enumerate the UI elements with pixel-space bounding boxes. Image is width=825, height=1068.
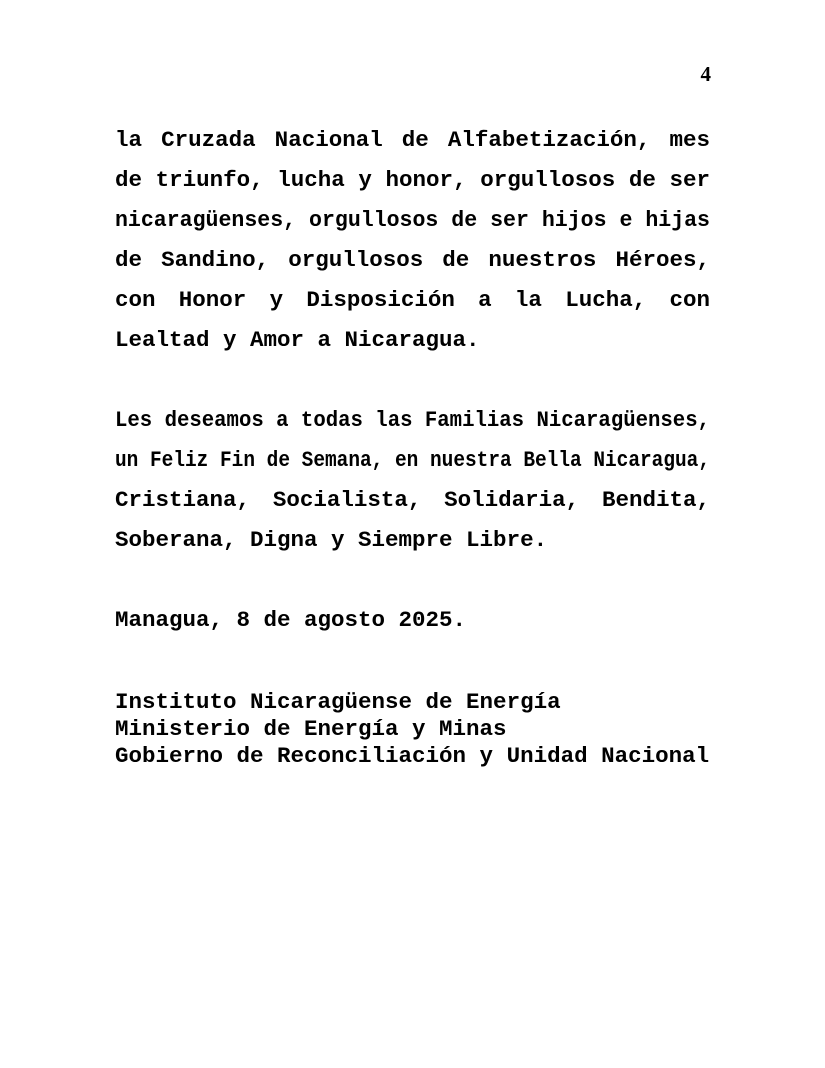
text-line: de triunfo, lucha y honor, orgullosos de ser	[115, 167, 710, 193]
signature-block	[115, 689, 710, 770]
text-line: Lealtad y Amor a Nicaragua.	[115, 327, 480, 353]
text-line: nicaragüenses, orgullosos de ser hijos e hijas	[115, 207, 710, 233]
text-line: Ministerio de Energía y Minas	[115, 716, 507, 742]
text-line: con Honor y Disposición a la Lucha, con	[115, 287, 710, 313]
text-line: Les deseamos a todas las Familias Nicaragüenses,	[115, 407, 710, 433]
text-line: Instituto Nicaragüense de Energía	[115, 689, 561, 715]
page-number: 4	[700, 62, 711, 86]
text-line: un Feliz Fin de Semana, en nuestra Bella Nicaragua,	[115, 447, 710, 473]
text-line: la Cruzada Nacional de Alfabetización, mes	[115, 127, 710, 153]
paragraph-deseos	[115, 400, 710, 560]
text-line: de Sandino, orgullosos de nuestros Héroes,	[115, 247, 710, 273]
dateline: Managua, 8 de agosto 2025.	[115, 607, 467, 633]
text-line: Cristiana, Socialista, Solidaria, Bendita,	[115, 487, 710, 513]
paragraph-cruzada	[115, 120, 710, 360]
text-line: Gobierno de Reconciliación y Unidad Nacional	[115, 743, 710, 769]
text-line: Soberana, Digna y Siempre Libre.	[115, 527, 548, 553]
